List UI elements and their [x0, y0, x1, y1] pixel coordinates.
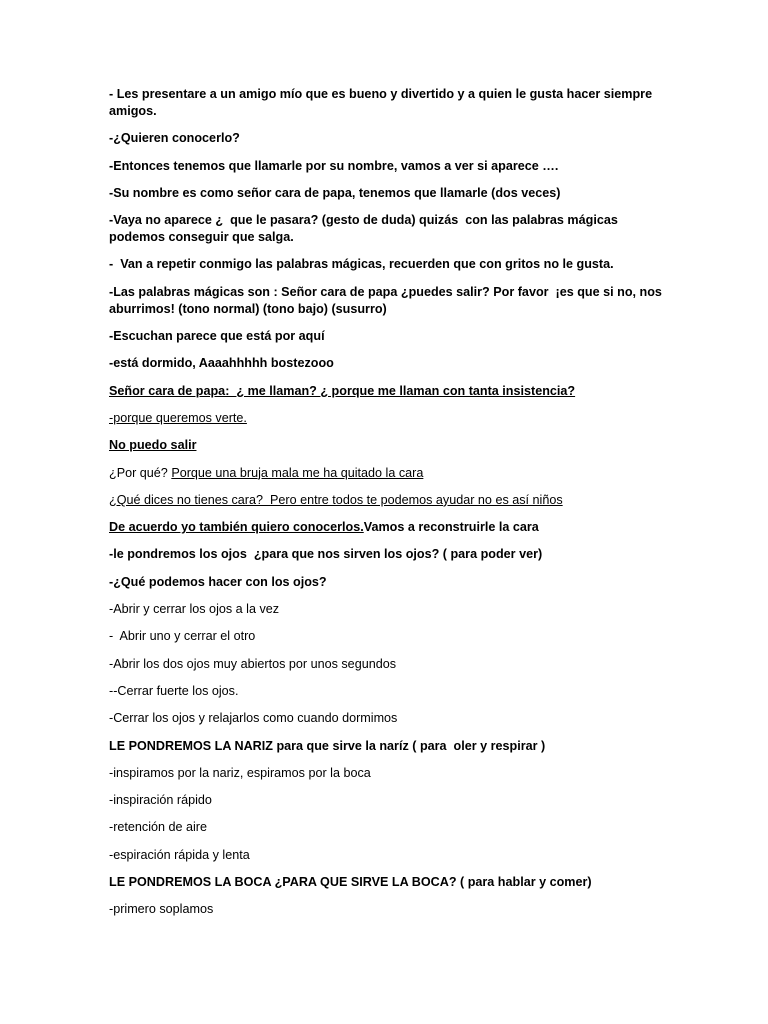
paragraph-not-appearing: -Vaya no aparece ¿ que le pasara? (gesto de duda) quizás con las palabras mágicas podemos conseguir que salga. — [109, 213, 622, 245]
paragraph-eyes: -le pondremos los ojos ¿para que nos sirven los ojos? ( para poder ver) — [109, 547, 543, 562]
paragraph-eyes-question: -¿Qué podemos hacer con los ojos? — [109, 574, 327, 589]
paragraph-mouth: LE PONDREMOS LA BOCA ¿PARA QUE SIRVE LA BOCA? ( para hablar y comer) — [109, 875, 592, 890]
paragraph-agree — [109, 519, 669, 536]
witch-answer: Porque una bruja mala me ha quitado la cara — [171, 465, 424, 480]
paragraph-mouth-exercise-1: -primero soplamos — [109, 902, 214, 917]
paragraph-eyes-exercise-4: --Cerrar fuerte los ojos. — [109, 683, 239, 698]
paragraph-asleep: -está dormido, Aaaahhhhh bostezooo — [109, 356, 334, 371]
paragraph-magic-words: -Las palabras mágicas son : Señor cara de papa ¿puedes salir? Por favor ¡es que si no, nos aburrimos! (tono normal) (tono bajo) (susurro) — [109, 284, 666, 316]
paragraph-eyes-exercise-5: -Cerrar los ojos y relajarlos como cuando dormimos — [109, 711, 398, 726]
paragraph-listen: -Escuchan parece que está por aquí — [109, 329, 325, 344]
paragraph-repeat-words: - Van a repetir conmigo las palabras mágicas, recuerden que con gritos no le gusta. — [109, 257, 614, 272]
paragraph-nose: LE PONDREMOS LA NARIZ para que sirve la naríz ( para oler y respirar ) — [109, 738, 546, 753]
paragraph-eyes-exercise-1: -Abrir y cerrar los ojos a la vez — [109, 602, 280, 617]
rebuild-face: Vamos a reconstruirle la cara — [363, 520, 539, 535]
paragraph-eyes-exercise-3: -Abrir los dos ojos muy abiertos por unos segundos — [109, 656, 397, 671]
paragraph-nose-exercise-3: -retención de aire — [109, 820, 208, 835]
paragraph-why — [109, 465, 669, 482]
paragraph-name-twice: -Su nombre es como señor cara de papa, tenemos que llamarle (dos veces) — [109, 185, 561, 200]
paragraph-potato-head-speaks: Señor cara de papa: ¿ me llaman? ¿ porque me llaman con tanta insistencia? — [109, 383, 576, 398]
paragraph-eyes-exercise-2: - Abrir uno y cerrar el otro — [109, 629, 256, 644]
paragraph-nose-exercise-1: -inspiramos por la nariz, espiramos por la boca — [109, 765, 371, 780]
why-question: ¿Por qué? — [109, 465, 172, 480]
paragraph-nose-exercise-4: -espiración rápida y lenta — [109, 847, 250, 862]
paragraph-question-meet: -¿Quieren conocerlo? — [109, 131, 240, 146]
paragraph-cannot-exit: No puedo salir — [109, 438, 197, 453]
paragraph-nose-exercise-2: -inspiración rápido — [109, 793, 212, 808]
paragraph-intro: - Les presentare a un amigo mío que es bueno y divertido y a quien le gusta hacer siempre amigos. — [109, 87, 656, 118]
paragraph-call-name: -Entonces tenemos que llamarle por su nombre, vamos a ver si aparece …. — [109, 158, 559, 173]
paragraph-no-face: ¿Qué dices no tienes cara? Pero entre todos te podemos ayudar no es así niños — [109, 492, 563, 507]
agree-statement: De acuerdo yo también quiero conocerlos. — [109, 520, 364, 535]
paragraph-want-see: -porque queremos verte. — [109, 410, 247, 425]
document-body — [109, 86, 669, 918]
